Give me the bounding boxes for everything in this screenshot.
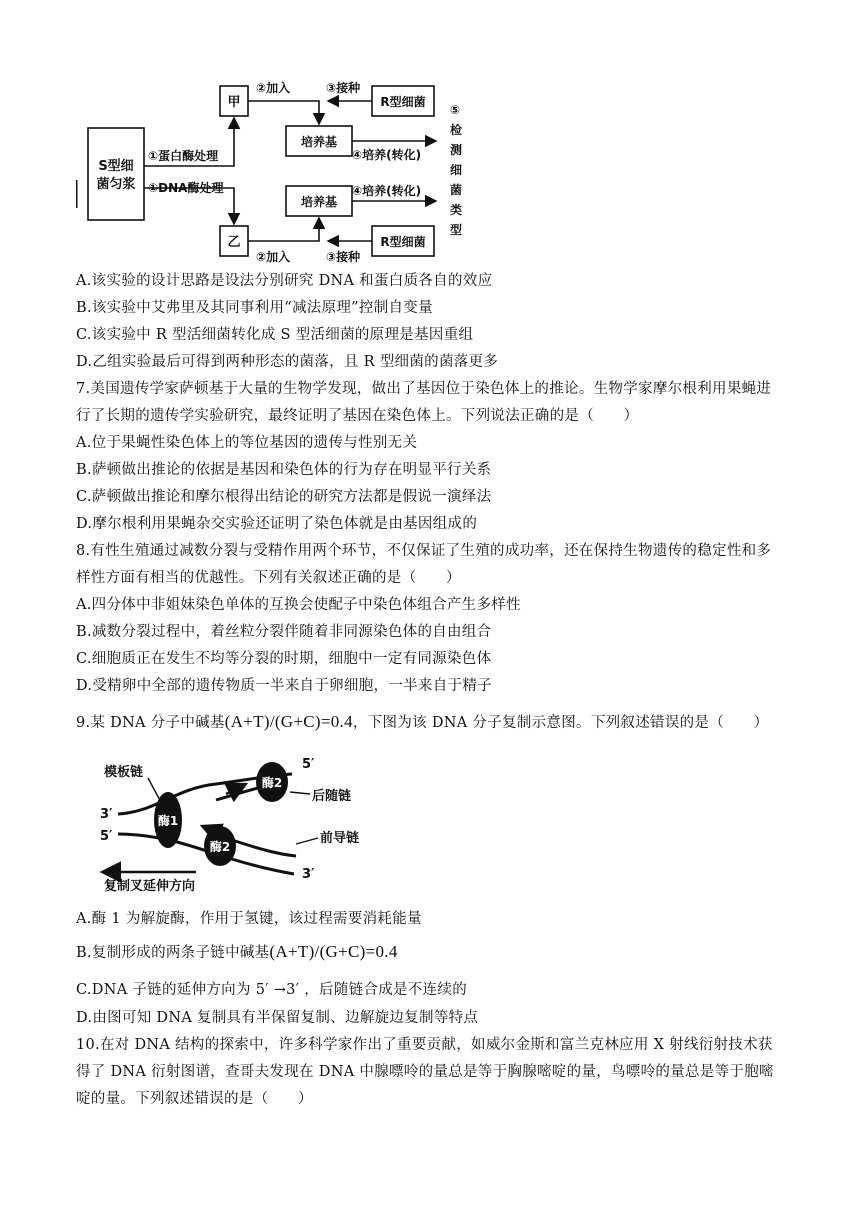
q6-option-c: C.该实验中 R 型活细菌转化成 S 型活细菌的原理是基因重组 xyxy=(76,327,474,343)
q6-option-a: A.该实验的设计思路是设法分别研究 DNA 和蛋白质各自的效应 xyxy=(76,273,493,289)
enzyme-1-label: 酶1 xyxy=(157,814,179,828)
jia-label: 甲 xyxy=(227,95,241,110)
q9-option-d: D.由图可知 DNA 复制具有半保留复制、边解旋边复制等特点 xyxy=(76,1010,479,1026)
q7-stem-2: 行了长期的遗传学实验研究，最终证明了基因在染色体上。下列说法正确的是（ ） xyxy=(76,408,639,424)
r-bacteria-bottom: R型细菌 xyxy=(380,235,426,249)
detect-label xyxy=(450,103,463,237)
q7-option-c: C.萨顿做出推论和摩尔根得出结论的研究方法都是假说一演绎法 xyxy=(76,489,492,505)
inoculate-label-top: ③接种 xyxy=(326,81,361,95)
q9-stem-suffix: ，下图为该 DNA 分子复制示意图。下列叙述错误的是（ ） xyxy=(352,715,769,731)
q7-stem-1: 7.美国遗传学家萨顿基于大量的生物学发现，做出了基因位于染色体上的推论。生物学家摩尔根利用果蝇进 xyxy=(76,381,772,397)
q8-option-a: A.四分体中非姐妹染色单体的互换会使配子中染色体组合产生多样性 xyxy=(76,597,521,613)
svg-text:检: 检 xyxy=(450,123,463,137)
culture-top: ④培养(转化) xyxy=(352,148,422,162)
lagging-strand-label: 后随链 xyxy=(312,789,352,804)
r-bacteria-top: R型细菌 xyxy=(380,95,426,109)
q9-option-b xyxy=(76,942,398,963)
q10-line-2: 得了 DNA 衍射图谱，查哥夫发现在 DNA 中腺嘌呤的量总是等于胸腺嘧啶的量，鸟嘌呤的量总是等于胞嘧 xyxy=(76,1064,774,1080)
svg-text:细: 细 xyxy=(450,163,463,177)
enzyme-2-label-top: 酶2 xyxy=(261,776,283,790)
svg-text:测: 测 xyxy=(450,143,463,157)
template-strand-label: 模板链 xyxy=(104,765,144,780)
q8-option-c: C.细胞质正在发生不均等分裂的时期，细胞中一定有同源染色体 xyxy=(76,651,492,667)
q9-stem xyxy=(76,712,768,733)
left-3prime: 3′ xyxy=(100,807,113,822)
q9-option-b-prefix: B.复制形成的两条子链中碱基 xyxy=(76,945,270,961)
s-bacteria-box xyxy=(88,128,144,220)
enzyme-2-label-bottom: 酶2 xyxy=(209,840,231,854)
q9-formula: (A+T)/(G+C)=0.4 xyxy=(224,712,353,731)
q8-stem-2: 样性方面有相当的优越性。下列有关叙述正确的是（ ） xyxy=(76,570,461,586)
q9-option-b-formula: (A+T)/(G+C)=0.4 xyxy=(269,942,398,961)
q8-option-b: B.减数分裂过程中，着丝粒分裂伴随着非同源染色体的自由组合 xyxy=(76,624,492,640)
q10-line-3: 啶的量。下列叙述错误的是（ ） xyxy=(76,1091,313,1107)
fork-direction-label: 复制叉延伸方向 xyxy=(104,879,196,894)
left-5prime: 5′ xyxy=(100,829,113,844)
inoculate-label-bottom: ③接种 xyxy=(326,250,361,264)
q7-option-d: D.摩尔根利用果蝇杂交实验还证明了染色体就是由基因组成的 xyxy=(76,516,478,532)
protease-step: ①蛋白酶处理 xyxy=(148,149,219,163)
q7-option-b: B.萨顿做出推论的依据是基因和染色体的行为存在明显平行关系 xyxy=(76,462,492,478)
add-label-top: ②加入 xyxy=(256,81,291,95)
leading-strand-label: 前导链 xyxy=(320,831,360,846)
yi-label: 乙 xyxy=(227,235,241,250)
q8-stem-1: 8.有性生殖通过减数分裂与受精作用两个环节，不仅保证了生殖的成功率，还在保持生物遗传的稳定性和多 xyxy=(76,543,772,559)
q9-option-a: A.酶 1 为解旋酶，作用于氢键，该过程需要消耗能量 xyxy=(76,911,422,927)
add-label-bottom: ②加入 xyxy=(256,250,291,264)
dnase-step: ①DNA酶处理 xyxy=(148,181,224,195)
q10-line-1: 10.在对 DNA 结构的探索中，许多科学家作出了重要贡献，如威尔金斯和富兰克林应用 X 射线衍射技术获 xyxy=(76,1037,773,1053)
svg-text:类: 类 xyxy=(450,203,463,217)
right-3prime: 3′ xyxy=(302,867,315,882)
q6-option-d: D.乙组实验最后可得到两种形态的菌落，且 R 型细菌的菌落更多 xyxy=(76,354,499,370)
q6-option-b: B.该实验中艾弗里及其同事利用“减法原理”控制自变量 xyxy=(76,300,433,316)
medium-bottom: 培养基 xyxy=(300,195,338,209)
s-box-line2: 菌匀浆 xyxy=(96,177,136,192)
svg-text:菌: 菌 xyxy=(450,183,463,197)
q9-option-c: C.DNA 子链的延伸方向为 5′ →3′ ，后随链合成是不连续的 xyxy=(76,982,467,998)
q9-stem-prefix: 9.某 DNA 分子中碱基 xyxy=(76,715,225,731)
svg-text:型: 型 xyxy=(450,223,463,237)
culture-bottom: ④培养(转化) xyxy=(352,184,422,198)
medium-top: 培养基 xyxy=(300,135,338,149)
avery-experiment-diagram xyxy=(76,68,476,268)
s-box-line1: S型细 xyxy=(98,159,134,174)
q7-option-a: A.位于果蝇性染色体上的等位基因的遗传与性别无关 xyxy=(76,435,418,451)
q8-option-d: D.受精卵中全部的遗传物质一半来自于卵细胞，一半来自于精子 xyxy=(76,678,492,694)
dna-replication-diagram xyxy=(96,748,396,896)
right-5prime: 5′ xyxy=(302,757,315,772)
svg-text:⑤: ⑤ xyxy=(450,103,461,117)
